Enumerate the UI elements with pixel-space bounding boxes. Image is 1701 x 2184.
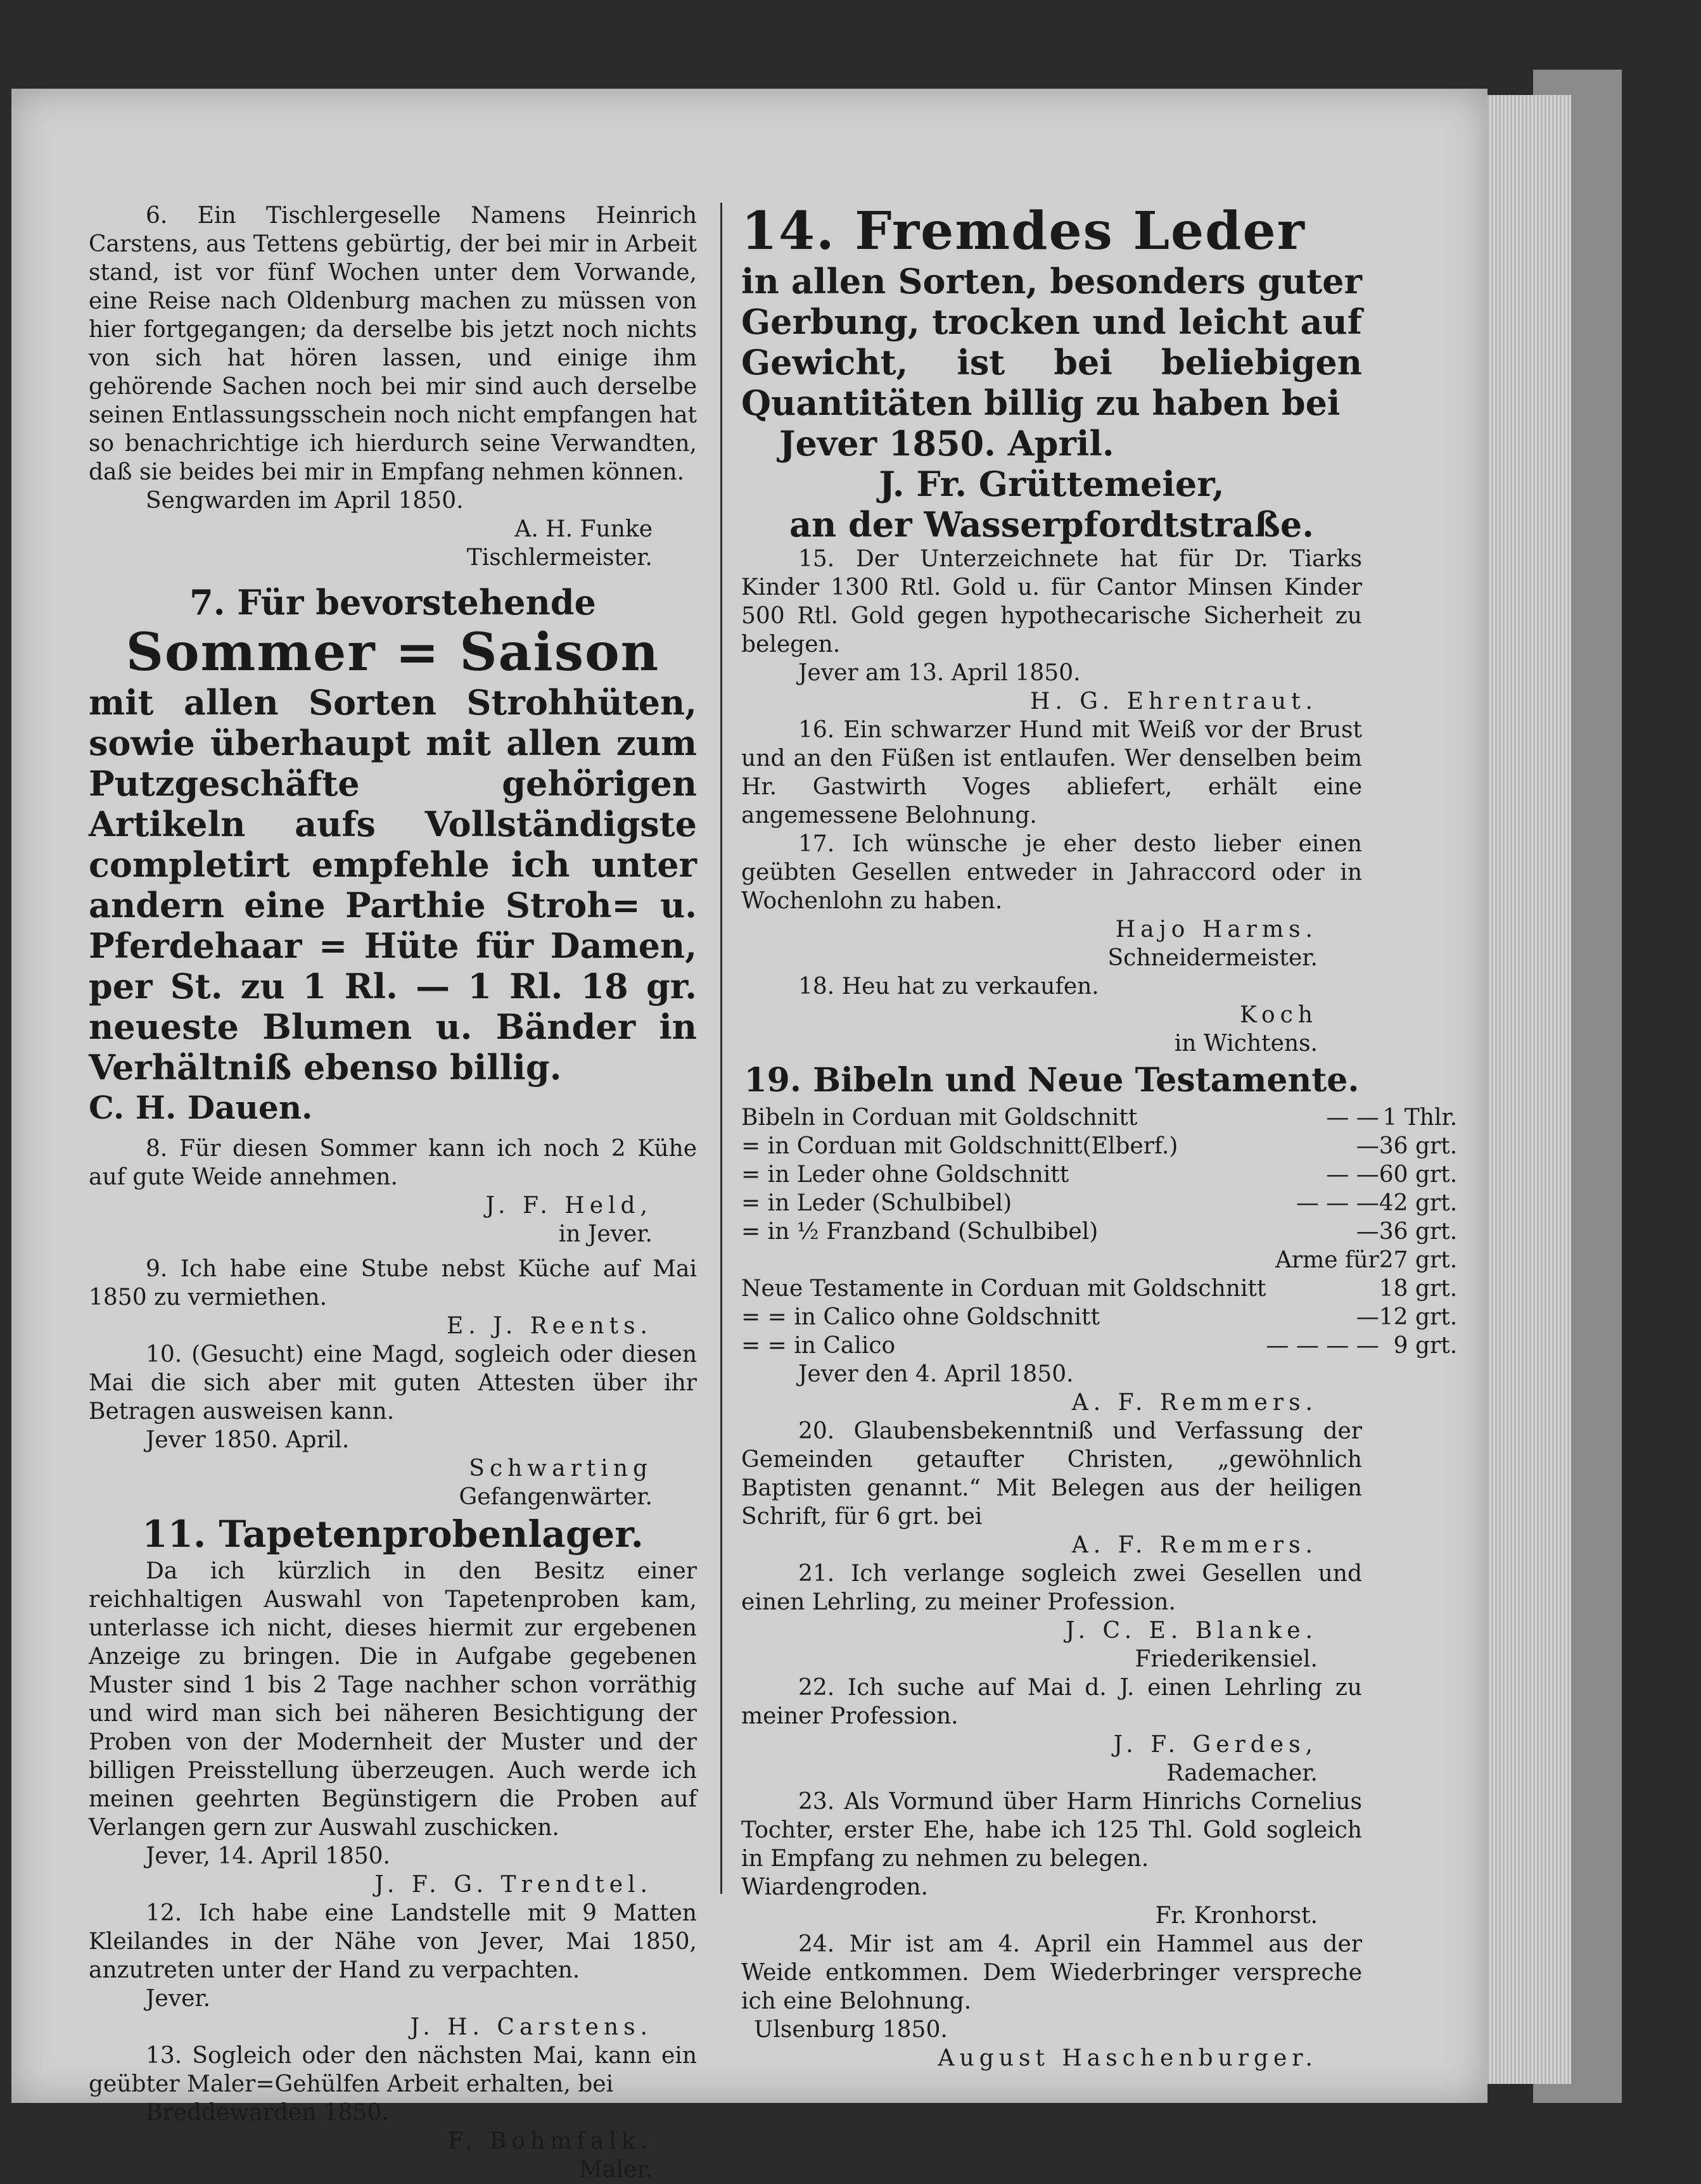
price-row (741, 1160, 1457, 1189)
page-stack-edge (1476, 95, 1571, 2084)
price-dash: — (1356, 1219, 1379, 1245)
ad-17-body: 17. Ich wünsche je eher desto lieber einen geübten Gesellen entweder in Jahraccord oder in Wochenlohn zu haben. (741, 831, 1362, 914)
price-row (741, 1132, 1457, 1160)
ad-22-body: 22. Ich suche auf Mai d. J. einen Lehrling zu meiner Profession. (741, 1675, 1362, 1729)
ad-11-place: Jever, 14. April 1850. (146, 1843, 390, 1869)
ad-14-place: Jever 1850. April. (779, 423, 1114, 464)
ad-7-body: mit allen Sorten Strohhüten, sowie überhaupt mit allen zum Putzgeschäfte gehörigen Artikeln aufs Vollständigste completirt empfehle ich unter andern eine Parthie Stroh= u. Pferdehaar = Hüte für Damen, per St. zu 1 Rl. — 1 Rl. 18 gr. neueste Blumen u. Bänder in Verhältniß ebenso billig. (89, 682, 697, 1088)
ad-18-name: Koch (1240, 1002, 1318, 1028)
price-price: 18 grt. (1379, 1276, 1458, 1302)
ad-6-name: A. H. Funke (514, 516, 653, 542)
ad-19-name: A. F. Remmers. (1071, 1390, 1318, 1416)
ad-15-body: 15. Der Unterzeichnete hat für Dr. Tiarks Kinder 1300 Rtl. Gold u. für Cantor Minsen Kinder 500 Rtl. Gold gegen hypothecarische Sicherheit zu belegen. (741, 546, 1362, 657)
ad-7-lead: 7. Für bevorstehende (189, 582, 596, 623)
ad-9-body: 9. Ich habe eine Stube nebst Küche auf Mai 1850 zu vermiethen. (89, 1256, 697, 1311)
ad-21-body: 21. Ich verlange sogleich zwei Gesellen und einen Lehrling, zu meiner Profession. (741, 1561, 1362, 1615)
ad-7-name: C. H. Dauen. (89, 1089, 313, 1126)
price-row (741, 1303, 1457, 1331)
ad-18-place: in Wichtens. (1174, 1031, 1318, 1057)
ad-15-name: H. G. Ehrentraut. (1029, 689, 1318, 714)
ad-14-body: in allen Sorten, besonders guter Gerbung, trocken und leicht auf Gewicht, ist bei beliebigen Quantitäten billig zu haben bei (741, 261, 1362, 423)
price-row (741, 1189, 1457, 1217)
price-dash: — (1356, 1133, 1379, 1159)
ad-12-name: J. H. Carstens. (410, 2014, 653, 2040)
price-item: = = in Calico ohne Goldschnitt (741, 1304, 1100, 1330)
ad-6-place: Sengwarden im April 1850. (146, 488, 464, 514)
ad-10-name: Schwarting (469, 1456, 653, 1482)
ad-23-place: Wiardengroden. (741, 1874, 928, 1900)
ad-21-name: J. C. E. Blanke. (1065, 1618, 1318, 1644)
ad-8-name: J. F. Held, (485, 1193, 653, 1219)
ad-10-place: Jever 1850. April. (146, 1427, 350, 1453)
price-item: Neue Testamente in Corduan mit Goldschnitt (741, 1276, 1266, 1302)
ad-23-body: 23. Als Vormund über Harm Hinrichs Cornelius Tochter, erster Ehe, habe ich 125 Thl. Gold sogleich in Empfang zu nehmen zu belegen. (741, 1789, 1362, 1872)
ad-11-name: J. F. G. Trendtel. (374, 1872, 653, 1898)
ad-24-body: 24. Mir ist am 4. April ein Hammel aus der Weide entkommen. Dem Wiederbringer verspreche ich eine Belohnung. (741, 1931, 1362, 2014)
ad-18-body: 18. Heu hat zu verkaufen. (798, 974, 1099, 1000)
price-item (741, 1246, 1266, 1274)
ad-13-body: 13. Sogleich oder den nächsten Mai, kann ein geübter Maler=Gehülfen Arbeit erhalten, bei (89, 2043, 697, 2097)
ad-12-body: 12. Ich habe eine Landstelle mit 9 Matten Kleilandes in der Nähe von Jever, Mai 1850, anzutreten unter der Hand zu verpachten. (89, 1900, 697, 1983)
price-dash: Arme für (1275, 1247, 1379, 1273)
ad-9-name: E. J. Reents. (447, 1313, 653, 1339)
price-row (741, 1274, 1457, 1303)
price-dash: — — (1326, 1105, 1379, 1131)
price-dash: — — — — (1266, 1333, 1379, 1359)
ad-7-headline: Sommer = Saison (125, 622, 660, 683)
price-item: = in ½ Franzband (Schulbibel) (741, 1219, 1099, 1245)
price-price: 1 Thlr. (1382, 1105, 1458, 1131)
price-price: 9 grt. (1393, 1333, 1458, 1359)
ad-14-name: J. Fr. Grüttemeier, (879, 464, 1225, 504)
ad-13-title: Maler. (579, 2157, 653, 2183)
price-item: = in Leder (Schulbibel) (741, 1190, 1012, 1216)
left-column (89, 201, 697, 2184)
ad-10-title: Gefangenwärter. (459, 1484, 653, 1510)
ad-11-headline: 11. Tapetenprobenlager. (142, 1513, 644, 1556)
price-row (741, 1246, 1457, 1274)
ad-23-name: Fr. Kronhorst. (1155, 1903, 1318, 1929)
price-table (741, 1103, 1457, 1360)
column-divider (720, 203, 722, 1894)
right-column (741, 201, 1458, 2073)
ad-17-title: Schneidermeister. (1107, 945, 1318, 971)
price-price: 36 grt. (1379, 1219, 1458, 1245)
ad-19-place: Jever den 4. April 1850. (798, 1361, 1074, 1387)
ad-11-body: Da ich kürzlich in den Besitz einer reichhaltigen Auswahl von Tapetenproben kam, unterlasse ich nicht, dieses hiermit zur ergebenen Anzeige zu bringen. Die in Aufgabe gegebenen Muster sind 1 bis 2 Tage nachher schon vorräthig und wird man sich bei näheren Besichtigung der Proben von der Modernheit der Muster und der billigen Preisstellung überzeugen. Auch werde ich meinen geehrten Begünstigern die Proben auf Verlangen gern zur Auswahl zuschicken. (89, 1558, 697, 1841)
ad-8-place: in Jever. (558, 1221, 653, 1247)
ad-16-body: 16. Ein schwarzer Hund mit Weiß vor der Brust und an den Füßen ist entlaufen. Wer denselben beim Hr. Gastwirth Voges abliefert, erhält eine angemessene Belohnung. (741, 717, 1362, 829)
ad-22-name: J. F. Gerdes, (1113, 1732, 1318, 1758)
ad-22-title: Rademacher. (1166, 1760, 1318, 1786)
price-price: 12 grt. (1379, 1304, 1458, 1330)
price-item: = in Corduan mit Goldschnitt(Elberf.) (741, 1133, 1178, 1159)
ad-6-title: Tischlermeister. (466, 545, 653, 571)
ad-12-place: Jever. (146, 1986, 211, 2012)
price-dash: — — — (1296, 1190, 1379, 1216)
ad-20-name: A. F. Remmers. (1071, 1532, 1318, 1558)
price-price: 27 grt. (1379, 1247, 1458, 1273)
ad-14-headline: 14. Fremdes Leder (741, 201, 1306, 262)
price-dash (1266, 1274, 1379, 1303)
price-price: 36 grt. (1379, 1133, 1458, 1159)
ad-6-body: 6. Ein Tischlergeselle Namens Heinrich Carstens, aus Tettens gebürtig, der bei mir in Arbeit stand, ist vor fünf Wochen unter dem Vorwande, eine Reise nach Oldenburg machen zu müssen von hier fortgegangen; da derselbe bis jetzt noch nichts von sich hat hören lassen, und einige ihm gehörende Sachen noch bei mir sind auch derselbe seinen Entlassungsschein noch nicht empfangen hat so benachrichtige ich hierdurch seine Verwandten, daß sie beides bei mir in Empfang nehmen können. (89, 203, 697, 485)
price-dash: — (1356, 1304, 1379, 1330)
ad-24-name: August Haschenburger. (938, 2045, 1318, 2071)
ad-13-name: F. Bohmfalk. (447, 2128, 653, 2154)
price-item: Bibeln in Corduan mit Goldschnitt (741, 1105, 1138, 1131)
price-row (741, 1331, 1457, 1360)
price-row (741, 1217, 1457, 1246)
ad-15-place: Jever am 13. April 1850. (798, 660, 1081, 686)
price-dash: — — (1326, 1162, 1379, 1188)
ad-21-place: Friederikensiel. (1135, 1646, 1318, 1672)
price-row (741, 1103, 1457, 1132)
ad-14-addr: an der Wasserpfordtstraße. (789, 504, 1315, 545)
ad-10-body: 10. (Gesucht) eine Magd, sogleich oder diesen Mai die sich aber mit guten Attesten über ihr Betragen ausweisen kann. (89, 1342, 697, 1425)
ad-17-name: Hajo Harms. (1115, 917, 1318, 943)
price-price: 60 grt. (1379, 1162, 1458, 1188)
ad-13-place: Breddewarden 1850. (146, 2100, 389, 2126)
price-item: = = in Calico (741, 1333, 896, 1359)
ad-19-headline: 19. Bibeln und Neue Testamente. (744, 1061, 1360, 1100)
price-item: = in Leder ohne Goldschnitt (741, 1162, 1069, 1188)
price-price: 42 grt. (1379, 1190, 1458, 1216)
ad-20-body: 20. Glaubensbekenntniß und Verfassung der Gemeinden getaufter Christen, „gewöhnlich Baptisten genannt.“ Mit Belegen aus der heiligen Schrift, für 6 grt. bei (741, 1418, 1362, 1530)
ad-8-body: 8. Für diesen Sommer kann ich noch 2 Kühe auf gute Weide annehmen. (89, 1136, 697, 1190)
ad-24-place: Ulsenburg 1850. (754, 2017, 948, 2043)
